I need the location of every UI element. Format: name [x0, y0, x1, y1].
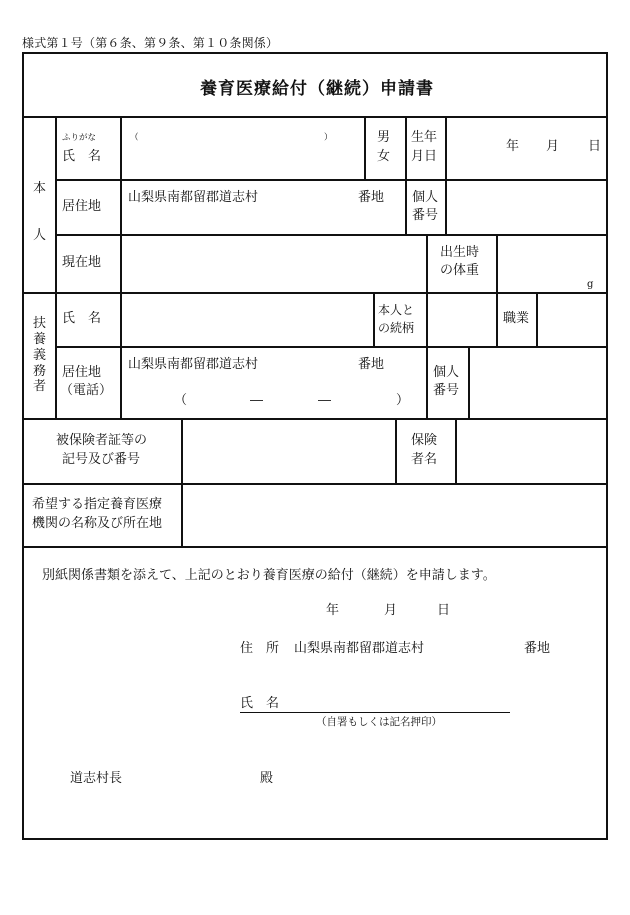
sex-female[interactable]: 女 — [377, 149, 391, 164]
guardian-name-field[interactable] — [124, 295, 370, 343]
guardian-personal-no-1: 個人 — [433, 365, 460, 380]
person-banchi: 番地 — [358, 190, 385, 205]
institution-label-1: 希望する指定養育医療 — [32, 497, 163, 512]
phone-paren-close: ） — [396, 393, 410, 408]
guardian-phone-label: （電話） — [60, 383, 113, 398]
insurer-label-2: 者名 — [411, 452, 438, 467]
phone-dash-1: ― — [250, 393, 263, 408]
person-residence-label: 居住地 — [62, 199, 102, 214]
applicant-address-value[interactable]: 山梨県南都留郡道志村 — [294, 641, 425, 656]
guardian-banchi: 番地 — [358, 357, 385, 372]
person-furigana-field[interactable] — [136, 130, 316, 146]
date-year: 年 — [326, 603, 340, 618]
furigana-paren-open: （ — [130, 133, 139, 143]
insurer-name-field[interactable] — [458, 421, 606, 480]
institution-field[interactable] — [184, 486, 606, 543]
birth-label-2: 月日 — [411, 149, 438, 164]
applicant-address-label: 住 所 — [240, 641, 280, 656]
current-location-label: 現在地 — [62, 255, 102, 270]
application-statement: 別紙関係書類を添えて、上記のとおり養育医療の給付（継続）を申請します。 — [42, 568, 496, 583]
sex-male[interactable]: 男 — [377, 130, 391, 145]
institution-label-2: 機関の名称及び所在地 — [32, 516, 163, 531]
birth-month-label: 月 — [546, 139, 560, 154]
person-name-field[interactable] — [124, 148, 360, 174]
person-personal-no-field[interactable] — [448, 182, 606, 232]
insurance-card-label-1: 被保険者証等の — [56, 433, 148, 448]
person-personal-no-1: 個人 — [412, 190, 439, 205]
addressee: 道志村長 — [70, 771, 123, 786]
applicant-name-label: 氏 名 — [240, 696, 280, 711]
guardian-personal-no-field[interactable] — [471, 349, 606, 415]
relation-label-2: の続柄 — [378, 321, 415, 335]
honorific: 殿 — [260, 771, 274, 786]
insurance-card-label-2: 記号及び番号 — [62, 452, 141, 467]
guardian-residence-label: 居住地 — [62, 365, 102, 380]
occupation-label: 職業 — [503, 311, 530, 326]
phone-dash-2: ― — [318, 393, 331, 408]
applicant-banchi: 番地 — [524, 641, 551, 656]
guardian-name-label: 氏 名 — [62, 311, 102, 326]
form-title: 養育医療給付（継続）申請書 — [200, 79, 434, 99]
guardian-personal-no-2: 番号 — [433, 383, 460, 398]
relation-label-1: 本人と — [378, 303, 415, 317]
birth-weight-label-2: の体重 — [440, 263, 480, 278]
section-label-person: 本人 — [32, 181, 46, 243]
person-name-label: 氏 名 — [62, 149, 102, 164]
birth-weight-label-1: 出生時 — [440, 245, 480, 260]
date-day: 日 — [437, 603, 451, 618]
signature-note: （自署もしくは記名押印） — [316, 716, 442, 728]
person-residence-value[interactable]: 山梨県南都留郡道志村 — [128, 190, 259, 205]
person-personal-no-2: 番号 — [412, 208, 439, 223]
guardian-residence-value[interactable]: 山梨県南都留郡道志村 — [128, 357, 259, 372]
birth-day-label: 日 — [588, 139, 602, 154]
insurer-label-1: 保険 — [411, 433, 438, 448]
furigana-label: ふりがな — [62, 133, 97, 143]
applicant-name-field[interactable] — [286, 692, 510, 712]
application-form — [22, 52, 608, 840]
birth-label-1: 生年 — [411, 130, 438, 145]
furigana-paren-close: ） — [324, 133, 333, 143]
section-label-guardian: 扶養義務者 — [32, 316, 46, 395]
phone-paren-open: （ — [174, 393, 188, 408]
date-month: 月 — [384, 603, 398, 618]
birth-year-label: 年 — [506, 139, 520, 154]
insurance-card-field[interactable] — [184, 421, 392, 480]
current-location-field[interactable] — [124, 237, 422, 289]
weight-unit: g — [587, 279, 594, 290]
form-number: 様式第１号（第６条、第９条、第１０条関係） — [22, 36, 279, 50]
